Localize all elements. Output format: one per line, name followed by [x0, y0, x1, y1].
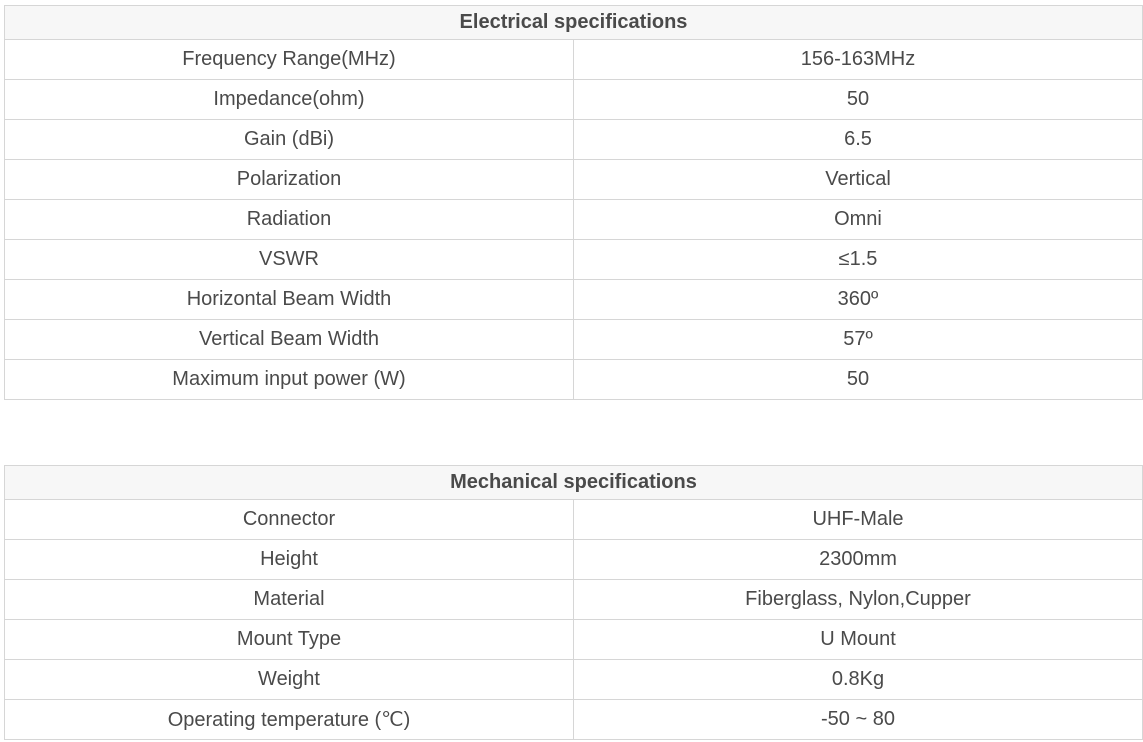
spec-label: Connector — [5, 500, 574, 540]
table-body — [5, 500, 1143, 740]
spec-label: Mount Type — [5, 620, 574, 660]
table-row — [5, 700, 1143, 740]
table-row — [5, 620, 1143, 660]
table-row — [5, 240, 1143, 280]
spec-value: 2300mm — [574, 540, 1143, 580]
table-row — [5, 660, 1143, 700]
spec-value: 0.8Kg — [574, 660, 1143, 700]
table-row — [5, 280, 1143, 320]
spec-value: Fiberglass, Nylon,Cupper — [574, 580, 1143, 620]
table-title: Electrical specifications — [5, 6, 1143, 40]
table-title: Mechanical specifications — [5, 466, 1143, 500]
spec-label: Frequency Range(MHz) — [5, 40, 574, 80]
table-body — [5, 40, 1143, 400]
table-header-row — [5, 6, 1143, 40]
spec-label: Height — [5, 540, 574, 580]
electrical-specifications-table — [4, 5, 1143, 400]
spec-label: VSWR — [5, 240, 574, 280]
spec-label: Weight — [5, 660, 574, 700]
table-row — [5, 40, 1143, 80]
spec-value: U Mount — [574, 620, 1143, 660]
mechanical-specifications-table — [4, 465, 1143, 740]
spec-value: Vertical — [574, 160, 1143, 200]
spec-label: Impedance(ohm) — [5, 80, 574, 120]
spec-label: Material — [5, 580, 574, 620]
spec-value: 50 — [574, 360, 1143, 400]
table-row — [5, 80, 1143, 120]
spec-label: Horizontal Beam Width — [5, 280, 574, 320]
spec-label: Vertical Beam Width — [5, 320, 574, 360]
table-row — [5, 200, 1143, 240]
table-row — [5, 320, 1143, 360]
spec-label: Maximum input power (W) — [5, 360, 574, 400]
spec-label: Polarization — [5, 160, 574, 200]
spec-value: Omni — [574, 200, 1143, 240]
spec-value: ≤1.5 — [574, 240, 1143, 280]
table-row — [5, 360, 1143, 400]
spec-label: Operating temperature (℃) — [5, 700, 574, 740]
spec-value: 57º — [574, 320, 1143, 360]
spec-value: -50 ~ 80 — [574, 700, 1143, 740]
spec-value: UHF-Male — [574, 500, 1143, 540]
table-row — [5, 540, 1143, 580]
spec-label: Gain (dBi) — [5, 120, 574, 160]
spec-value: 156-163MHz — [574, 40, 1143, 80]
spec-value: 360º — [574, 280, 1143, 320]
table-row — [5, 580, 1143, 620]
table-row — [5, 500, 1143, 540]
spec-label: Radiation — [5, 200, 574, 240]
table-row — [5, 160, 1143, 200]
spec-value: 6.5 — [574, 120, 1143, 160]
spec-value: 50 — [574, 80, 1143, 120]
table-header-row — [5, 466, 1143, 500]
table-row — [5, 120, 1143, 160]
